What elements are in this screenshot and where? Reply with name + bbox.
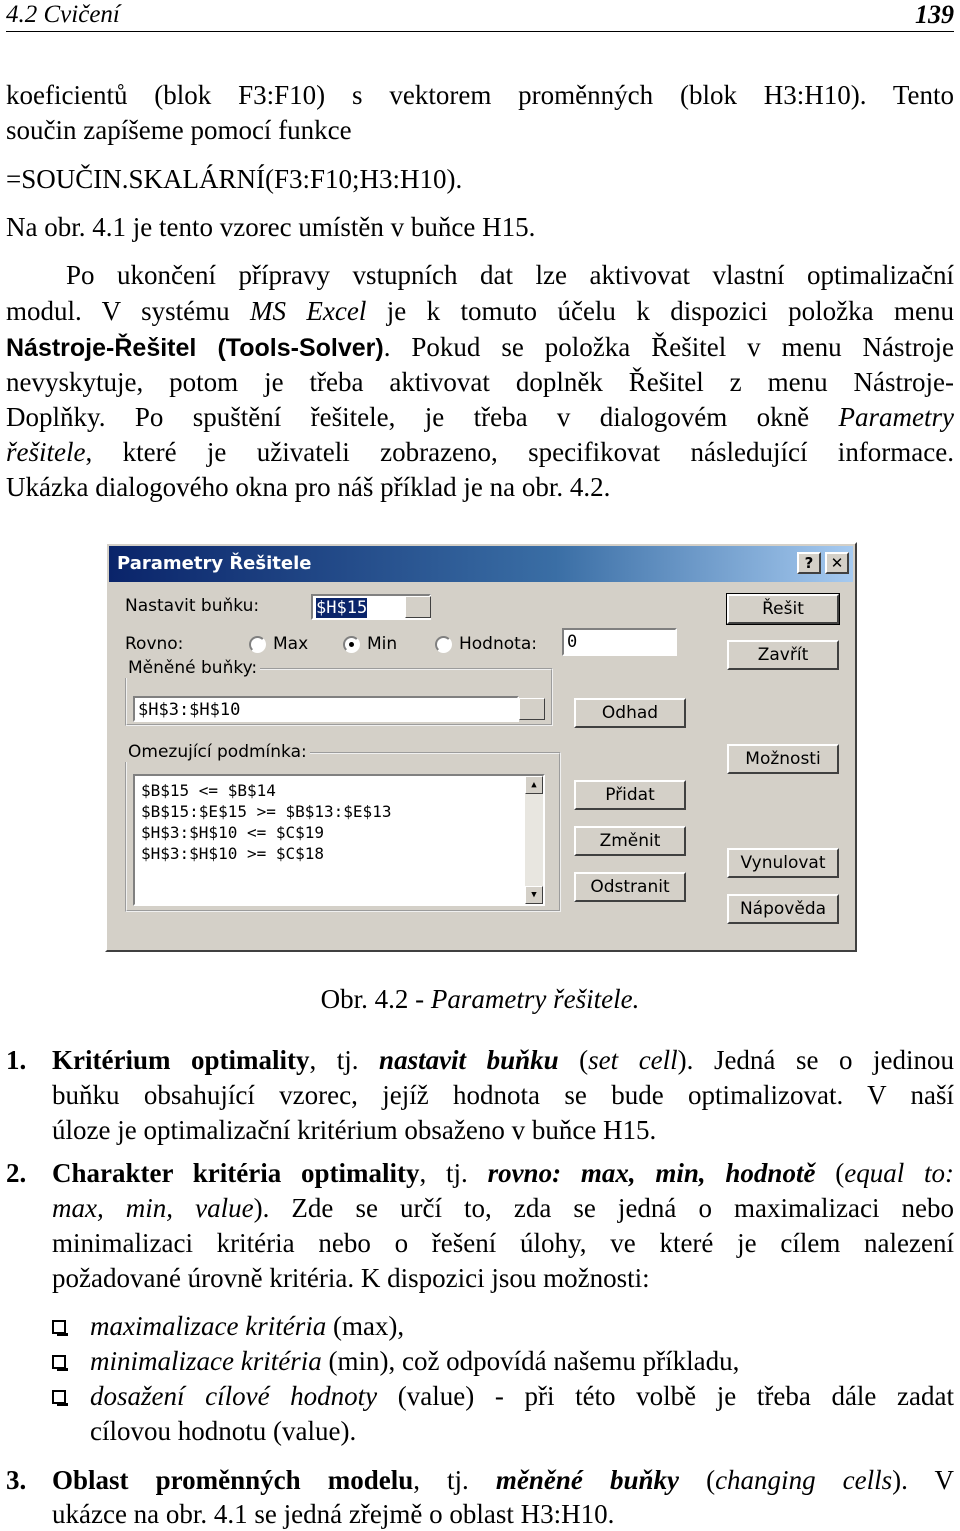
text-line: koeficientů (blok F3:F10) s vektorem proměnných (blok H3:H10). Tento	[6, 80, 954, 110]
text-line	[6, 435, 954, 469]
text-line: Ukázka dialogového okna pro náš příklad je na obr. 4.2.	[6, 472, 611, 502]
page-number: 139	[915, 0, 954, 29]
radio-max[interactable]	[249, 636, 266, 653]
constraint-item[interactable]: $H$3:$H$10 <= $C$19	[141, 823, 325, 842]
target-cell-label: Nastavit buňku:	[125, 596, 260, 616]
guess-button[interactable]: Odhad	[574, 698, 686, 728]
change-button[interactable]: Změnit	[574, 826, 686, 856]
text-line	[52, 1191, 954, 1225]
bullet-text: cílovou hodnotu (value).	[90, 1416, 357, 1446]
constraints-scrollbar[interactable]	[525, 776, 543, 904]
radio-value[interactable]	[435, 636, 452, 653]
checkbox-bullet-icon	[52, 1390, 66, 1404]
radio-value-label: Hodnota:	[459, 634, 537, 654]
item-number: 1.	[6, 1045, 27, 1075]
radio-min[interactable]	[343, 636, 360, 653]
bullet-text	[90, 1379, 954, 1413]
text-line: úloze je optimalizační kritérium obsaženo v buňce H15.	[52, 1115, 657, 1145]
bullet-text	[90, 1344, 739, 1378]
collapse-dialog-icon[interactable]	[405, 596, 431, 618]
text-span: set cell	[588, 1045, 678, 1075]
text-span: ). Jedná se o jedinou	[677, 1045, 954, 1075]
text-span: Doplňky. Po spuštění řešitele, je třeba v dialogovém okně	[6, 402, 839, 432]
text-line: Na obr. 4.1 je tento vzorec umístěn v buňce H15.	[6, 212, 536, 242]
text-span: . Pokud se položka Řešitel v menu Nástroje	[383, 332, 954, 362]
text-line: minimalizaci kritéria nebo o řešení úlohy, ve které je cílem nalezení	[52, 1228, 954, 1258]
text-span: (max),	[326, 1311, 405, 1341]
text-span: Charakter kritéria optimality	[52, 1158, 420, 1188]
constraints-label: Omezující podmínka:	[125, 742, 310, 762]
add-button[interactable]: Přidat	[574, 780, 686, 810]
text-line: součin zapíšeme pomocí funkce	[6, 115, 352, 145]
constraint-item[interactable]: $H$3:$H$10 >= $C$18	[141, 844, 325, 863]
text-span: equal to:	[844, 1158, 954, 1188]
options-button[interactable]: Možnosti	[727, 744, 839, 774]
text-span: , tj.	[413, 1465, 496, 1495]
text-span: ). V	[892, 1465, 954, 1495]
text-span: nastavit buňku	[379, 1045, 559, 1075]
close-button[interactable]: Zavřít	[727, 640, 839, 670]
text-line: Po ukončení přípravy vstupních dat lze aktivovat vlastní optimalizační	[66, 260, 954, 290]
text-span: (value) - při této volbě je třeba dále zadat	[377, 1381, 954, 1411]
text-span: (	[815, 1158, 845, 1188]
text-line	[52, 1463, 954, 1497]
help-title-button[interactable]: ?	[797, 552, 821, 574]
text-span: Parametry	[838, 402, 954, 432]
text-span: MS Excel	[250, 296, 367, 326]
item-number: 3.	[6, 1465, 27, 1495]
scroll-down-icon[interactable]: ▼	[525, 886, 543, 904]
reset-button[interactable]: Vynulovat	[727, 848, 839, 878]
text-span: , které je uživateli zobrazeno, specifikovat následující informace.	[85, 437, 954, 467]
item-number: 2.	[6, 1158, 27, 1188]
bullet-text	[90, 1309, 404, 1343]
text-span: (	[679, 1465, 716, 1495]
text-line	[52, 1156, 954, 1190]
constraint-item[interactable]: $B$15:$E$15 >= $B$13:$E$13	[141, 802, 392, 821]
text-span: Oblast proměnných modelu	[52, 1465, 414, 1495]
text-span: max, min, value	[52, 1193, 254, 1223]
constraints-listbox[interactable]	[133, 774, 545, 906]
caption-title: Parametry řešitele.	[430, 984, 640, 1014]
delete-button[interactable]: Odstranit	[574, 872, 686, 902]
text-span: maximalizace kritéria	[90, 1311, 327, 1341]
text-line	[6, 400, 954, 434]
text-span: minimalizace kritéria	[90, 1346, 322, 1376]
scroll-up-icon[interactable]: ▲	[525, 776, 543, 794]
section-title: 4.2 Cvičení	[6, 1, 120, 28]
dialog-title: Parametry Řešitele	[117, 553, 312, 574]
page-header	[6, 0, 954, 32]
text-span: , tj.	[419, 1158, 488, 1188]
text-line	[6, 294, 954, 328]
solve-button[interactable]: Řešit	[727, 594, 839, 624]
figure-caption	[0, 982, 960, 1016]
text-span: changing cells	[715, 1465, 893, 1495]
text-span: modul. V systému	[6, 296, 250, 326]
caption-prefix: Obr. 4.2 -	[320, 984, 431, 1014]
text-line: požadované úrovně kritéria. K dispozici jsou možnosti:	[52, 1263, 650, 1293]
changing-cells-label: Měněné buňky:	[125, 658, 260, 678]
formula-line: =SOUČIN.SKALÁRNÍ(F3:F10;H3:H10).	[6, 164, 463, 194]
value-input[interactable]: 0	[562, 628, 677, 656]
text-line: buňku obsahující vzorec, jejíž hodnota se bude optimalizovat. V naší	[52, 1080, 954, 1110]
collapse-dialog-icon[interactable]	[519, 698, 545, 720]
target-cell-value: $H$15	[316, 598, 368, 618]
radio-max-label: Max	[273, 634, 309, 654]
changing-cells-input[interactable]: $H$3:$H$10	[133, 696, 519, 722]
solver-dialog	[105, 542, 857, 952]
text-span: ). Zde se určí to, zda se jedná o maximalizaci nebo	[253, 1193, 955, 1223]
text-span: dosažení cílové hodnoty	[90, 1381, 378, 1411]
text-span: , tj.	[309, 1045, 380, 1075]
menu-path-text: Nástroje-Řešitel (Tools-Solver)	[6, 334, 384, 362]
text-span: (	[558, 1045, 589, 1075]
checkbox-bullet-icon	[52, 1355, 66, 1369]
radio-min-label: Min	[367, 634, 398, 654]
equal-label: Rovno:	[125, 634, 184, 654]
text-span: rovno: max, min, hodnotě	[487, 1158, 816, 1188]
text-span: měněné buňky	[495, 1465, 679, 1495]
close-title-button[interactable]: ✕	[825, 552, 849, 574]
text-line	[6, 330, 954, 365]
help-button[interactable]: Nápověda	[727, 894, 839, 924]
text-line	[52, 1043, 954, 1077]
text-line: ukázce na obr. 4.1 se jedná zřejmě o oblast H3:H10.	[52, 1499, 615, 1529]
checkbox-bullet-icon	[52, 1320, 66, 1334]
dialog-titlebar	[109, 546, 853, 582]
text-line: nevyskytuje, potom je třeba aktivovat doplněk Řešitel z menu Nástroje-	[6, 367, 954, 397]
text-span: je k tomuto účelu k dispozici položka menu	[366, 296, 954, 326]
text-span: (min), což odpovídá našemu příkladu,	[321, 1346, 740, 1376]
constraint-item[interactable]: $B$15 <= $B$14	[141, 781, 276, 800]
text-span: řešitele	[6, 437, 86, 467]
text-span: Kritérium optimality	[52, 1045, 310, 1075]
